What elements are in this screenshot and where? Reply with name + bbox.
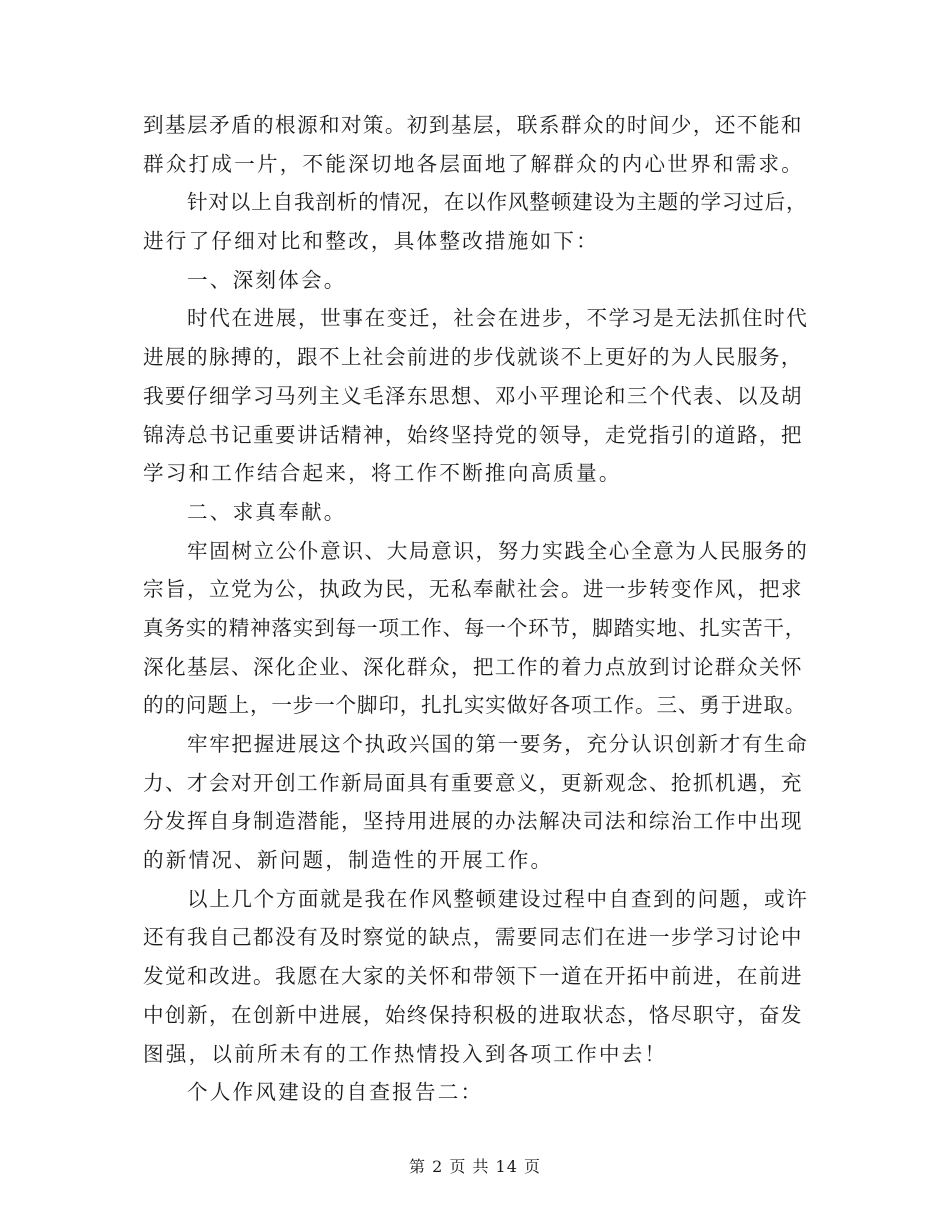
text-line: 分发挥自身制造潜能，坚持用进展的办法解决司法和综治工作中出现 — [143, 809, 803, 834]
text-line: 到基层矛盾的根源和对策。初到基层，联系群众的时间少，还不能和 — [143, 113, 803, 137]
text-line: 一、深刻体会。 — [187, 267, 347, 292]
text-line: 图强，以前所未有的工作热情投入到各项工作中去！ — [143, 1041, 668, 1066]
text-line: 牢固树立公仆意识、大局意识，努力实践全心全意为人民服务的 — [187, 538, 809, 563]
text-line: 还有我自己都没有及时察觉的缺点，需要同志们在进一步学习讨论中 — [143, 925, 803, 950]
text-line: 学习和工作结合起来，将工作不断推向高质量。 — [143, 461, 622, 486]
document-body — [143, 106, 808, 1112]
text-line: 二、求真奉献。 — [187, 499, 347, 524]
text-line: 进展的脉搏的，跟不上社会前进的步伐就谈不上更好的为人民服务， — [143, 345, 803, 370]
text-line: 牢牢把握进展这个执政兴国的第一要务，充分认识创新才有生命 — [187, 732, 809, 756]
text-line: 真务实的精神落实到每一项工作、每一个环节，脚踏实地、扎实苦干， — [143, 615, 807, 640]
text-line: 针对以上自我剖析的情况，在以作风整顿建设为主题的学习过后， — [187, 190, 808, 215]
text-line: 锦涛总书记重要讲话精神，始终坚持党的领导，走党指引的道路，把 — [143, 422, 803, 447]
text-line: 以上几个方面就是我在作风整顿建设过程中自查到的问题，或许 — [187, 886, 809, 911]
text-line: 的新情况、新问题，制造性的开展工作。 — [143, 848, 554, 873]
text-line: 群众打成一片，不能深切地各层面地了解群众的内心世界和需求。 — [143, 151, 805, 176]
text-line: 力、才会对开创工作新局面具有重要意义，更新观念、抢抓机遇，充 — [143, 770, 803, 795]
text-line: 的的问题上，一步一个脚印，扎扎实实做好各项工作。三、勇于进取。 — [143, 693, 807, 718]
page-number-footer: 第 2 页 共 14 页 — [409, 1157, 541, 1176]
text-line: 个人作风建设的自查报告二： — [187, 1080, 484, 1105]
text-line: 发觉和改进。我愿在大家的关怀和带领下一道在开拓中前进，在前进 — [143, 964, 803, 989]
text-line: 宗旨，立党为公，执政为民，无私奉献社会。进一步转变作风，把求 — [143, 577, 803, 602]
text-line: 时代在进展，世事在变迁，社会在进步，不学习是无法抓住时代 — [187, 306, 809, 331]
text-line: 深化基层、深化企业、深化群众，把工作的着力点放到讨论群众关怀 — [143, 654, 803, 679]
text-line: 我要仔细学习马列主义毛泽东思想、邓小平理论和三个代表、以及胡 — [143, 383, 803, 408]
text-line: 中创新，在创新中进展，始终保持积极的进取状态，恪尽职守，奋发 — [143, 1002, 803, 1027]
text-line: 进行了仔细对比和整改，具体整改措施如下： — [143, 229, 599, 254]
